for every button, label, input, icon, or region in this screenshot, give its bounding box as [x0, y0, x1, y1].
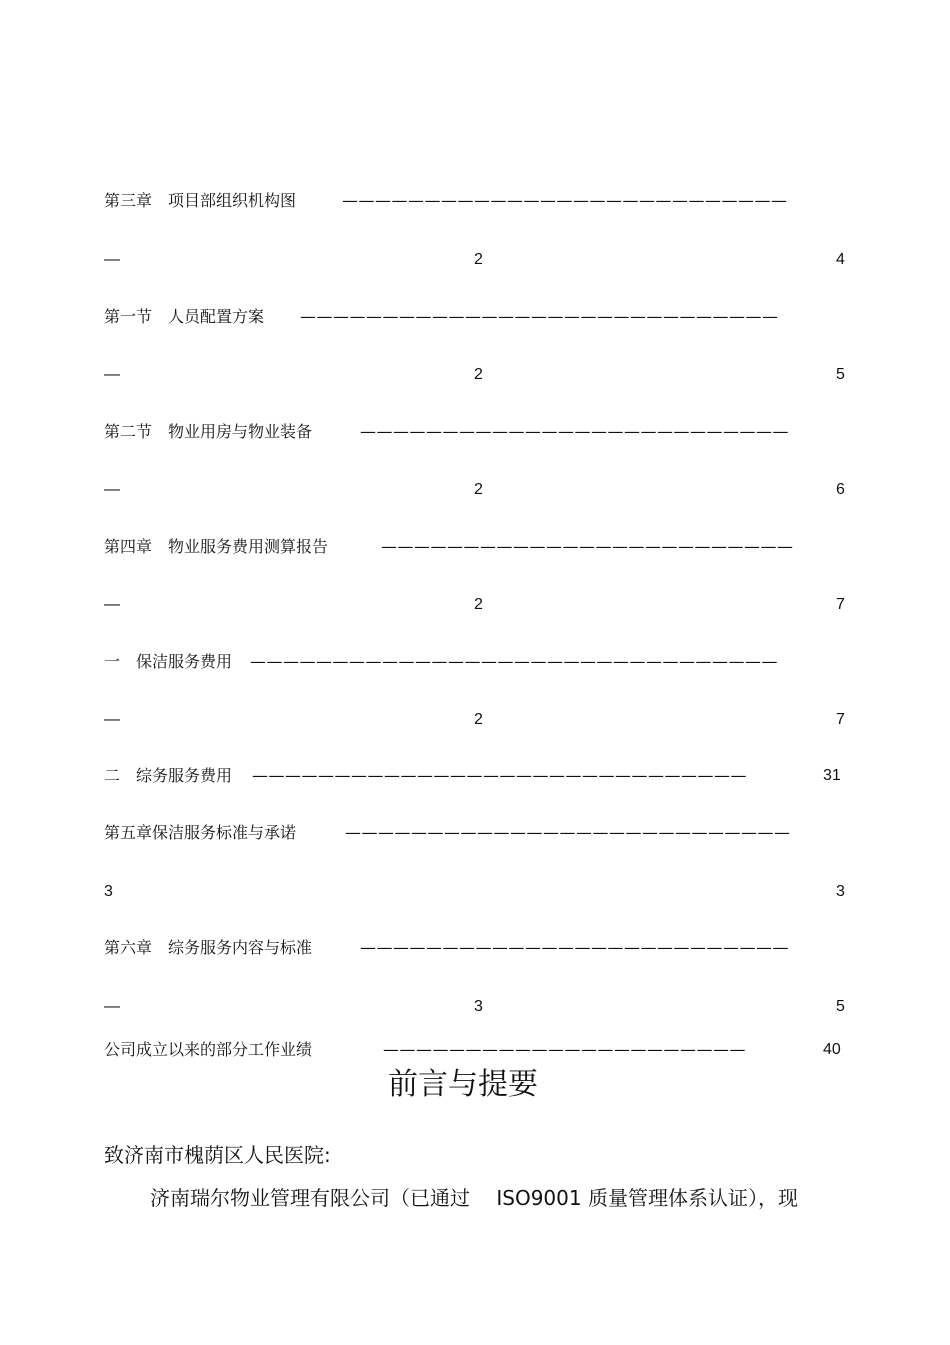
toc-lead: —: [104, 711, 120, 728]
toc-mid: 3: [474, 998, 483, 1015]
toc-leader: ——————————————————————: [383, 1040, 746, 1059]
body-paragraph: 济南瑞尔物业管理有限公司（已通过 ISO9001 质量管理体系认证），现: [150, 1186, 798, 1210]
toc-title: 第六章 综务服务内容与标准: [104, 938, 313, 957]
toc-page: 6: [836, 481, 845, 498]
toc-title: 第四章 物业服务费用测算报告: [104, 537, 329, 556]
toc-page: 5: [836, 366, 845, 383]
toc-mid: 2: [474, 596, 483, 613]
toc-page: 7: [836, 711, 845, 728]
toc-title: 二 综务服务费用: [104, 766, 233, 785]
toc-mid: 2: [474, 711, 483, 728]
salutation: 致济南市槐荫区人民医院:: [104, 1143, 331, 1167]
toc-title: 第五章保洁服务标准与承诺: [104, 823, 297, 842]
toc-page: 40: [823, 1041, 841, 1058]
section-heading: 前言与提要: [388, 1067, 538, 1102]
toc-mid: 2: [474, 251, 483, 268]
toc-lead: 3: [104, 883, 113, 900]
toc-title: 第一节 人员配置方案: [104, 307, 265, 326]
toc-mid: 2: [474, 481, 483, 498]
toc-title: 第二节 物业用房与物业装备: [104, 422, 313, 441]
toc-page: 7: [836, 596, 845, 613]
toc-leader: ———————————————————————————: [342, 191, 788, 210]
toc-page: 4: [836, 251, 845, 268]
toc-lead: —: [104, 481, 120, 498]
toc-lead: —: [104, 366, 120, 383]
toc-lead: —: [104, 251, 120, 268]
toc-leader: —————————————————————————: [381, 537, 794, 556]
toc-leader: ——————————————————————————————: [252, 766, 747, 785]
toc-leader: ——————————————————————————: [360, 422, 789, 441]
toc-title: 一 保洁服务费用: [104, 652, 233, 671]
toc-title: 第三章 项目部组织机构图: [104, 191, 297, 210]
toc-title: 公司成立以来的部分工作业绩: [104, 1040, 313, 1059]
toc-lead: —: [104, 596, 120, 613]
toc-page: 5: [836, 998, 845, 1015]
toc-leader: ———————————————————————————: [345, 823, 791, 842]
toc-leader: ——————————————————————————: [360, 938, 789, 957]
toc-leader: —————————————————————————————: [300, 307, 779, 326]
toc-leader: ————————————————————————————————: [250, 652, 778, 671]
toc-page: 31: [823, 767, 841, 784]
toc-mid: 2: [474, 366, 483, 383]
toc-lead: —: [104, 998, 120, 1015]
toc-page: 3: [836, 883, 845, 900]
